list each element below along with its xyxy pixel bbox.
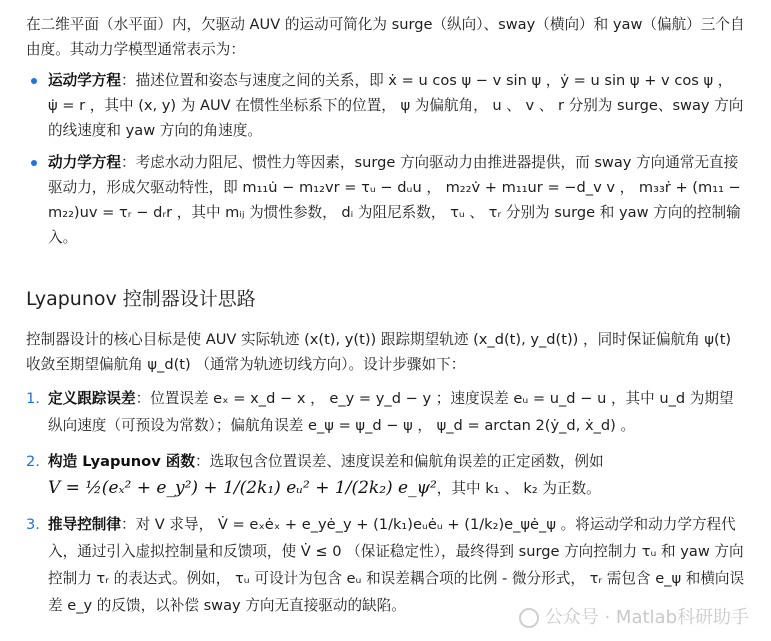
step-label: 推导控制律	[48, 516, 121, 533]
step-label: 构造 Lyapunov 函数	[48, 453, 195, 470]
section-lead: 控制器设计的核心目标是使 AUV 实际轨迹 (x(t), y(t)) 跟踪期望轨迹 (x_d(t), y_d(t)) ，同时保证偏航角 ψ(t) 收敛至期望偏航角 ψ_d(t) （通常为轨迹切线方向）。设计步骤如下：	[26, 331, 732, 373]
lyapunov-formula: V = ½(eₓ² + e_y²) + 1/(2k₁) eᵤ² + 1/(2k₂) e_ψ²	[48, 478, 437, 498]
kinematics-text: ：描述位置和姿态与速度之间的关系，即 ẋ = u cos ψ − v sin ψ ，ẏ = u sin ψ + v cos ψ ， ψ̇ = r ，其中 (x, y) 为 AUV 在惯性坐标系下的位置， ψ 为偏航角， u 、 v 、 r 分别为 surge、sway 方向的线速度和 yaw 方向的角速度。	[48, 72, 744, 139]
step-item-2	[26, 448, 745, 502]
dynamics-text: ：考虑水动力阻尼、惯性力等因素，surge 方向驱动力由推进器提供，而 sway 方向通常无直接驱动力，形成欠驱动特性，即 m₁₁u̇ − m₁₂vr = τᵤ − dᵤu ， m₂₂v̇ + m₁₁ur = −d_v v ， m₃₃ṙ + (m₁₁ − m₂₂)uv = τᵣ − dᵣr ，其中 mᵢⱼ 为惯性参数， dᵢ 为阻尼系数， τᵤ 、 τᵣ 分别为 surge 和 yaw 方向的控制输入。	[48, 154, 741, 246]
design-steps	[26, 385, 745, 619]
dynamics-label: 动力学方程	[48, 154, 121, 171]
watermark	[519, 603, 749, 629]
step-number: 2.	[26, 453, 40, 470]
intro-paragraph: 在二维平面（水平面）内，欠驱动 AUV 的运动可简化为 surge（纵向）、sway（横向）和 yaw（偏航）三个自由度。其动力学模型通常表示为：	[26, 16, 745, 58]
kinematics-label: 运动学方程	[48, 72, 121, 89]
list-item-kinematics	[26, 68, 745, 143]
equation-list	[26, 68, 745, 250]
list-item-dynamics	[26, 150, 745, 250]
watermark-text: 公众号 · Matlab科研助手	[544, 607, 749, 628]
step-text: ：对 V 求导， V̇ = eₓėₓ + e_yė_y + (1/k₁)eᵤėᵤ + (1/k₂)e_ψė_ψ 。将运动学和动力学方程代入，通过引入虚拟控制量和反馈项，使 V̇ ≤ 0 （保证稳定性），最终得到 surge 方向控制力 τᵤ 和 yaw 方向控制力 τᵣ 的表达式。例如， τᵤ 可设计为包含 eᵤ 和误差耦合项的比例 - 微分形式， τᵣ 需包含 e_ψ 和横向误差 e_y 的反馈，以补偿 sway 方向无直接驱动的缺陷。	[48, 516, 745, 614]
step-label: 定义跟踪误差	[48, 390, 136, 407]
step-tail: ，其中 k₁ 、 k₂ 为正数。	[436, 480, 601, 497]
step-number: 1.	[26, 390, 40, 407]
step-text: ：选取包含位置误差、速度误差和偏航角误差的正定函数，例如	[194, 453, 604, 470]
step-number: 3.	[26, 516, 40, 533]
step-text: ：位置误差 eₓ = x_d − x ， e_y = y_d − y ；速度误差 eᵤ = u_d − u ，其中 u_d 为期望纵向速度（可预设为常数）；偏航角误差 e_ψ = ψ_d − ψ ， ψ_d = arctan 2(ẏ_d, ẋ_d) 。	[48, 390, 734, 434]
section-title: Lyapunov 控制器设计思路	[26, 288, 256, 310]
step-item-1	[26, 385, 745, 439]
wechat-icon	[519, 608, 539, 628]
